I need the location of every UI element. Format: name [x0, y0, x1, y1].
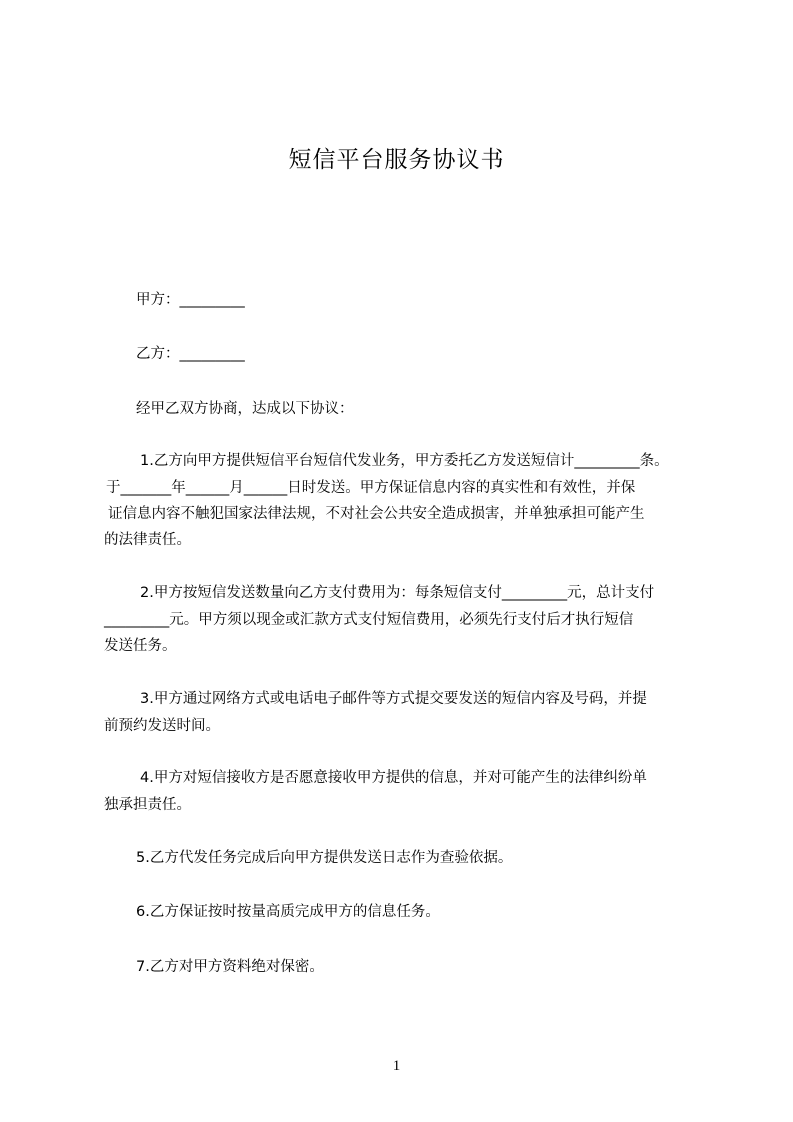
clause-5: 5.乙方代发任务完成后向甲方提供发送日志作为查验依据。: [136, 850, 513, 866]
clause-7: 7.乙方对甲方资料绝对保密。: [136, 959, 324, 975]
party-a-line: 甲方：_________: [136, 292, 245, 308]
clause-line: 证信息内容不触犯国家法律法规，不对社会公共安全造成损害，并单独承担可能产生: [108, 506, 645, 522]
clause-line: 2.甲方按短信发送数量向乙方支付费用为：每条短信支付_________元，总计支付: [140, 585, 655, 601]
clause-line: 的法律责任。: [104, 532, 191, 548]
document-title: 短信平台服务协议书: [288, 147, 505, 173]
page-number: 1: [392, 1058, 401, 1074]
clause-line: 前预约发送时间。: [104, 718, 220, 734]
clause-line: _________元。甲方须以现金或汇款方式支付短信费用，必须先行支付后才执行短信: [104, 612, 634, 628]
intro-text: 经甲乙双方协商，达成以下协议：: [136, 401, 354, 417]
clause-line: 3.甲方通过网络方式或电话电子邮件等方式提交要发送的短信内容及号码，并提: [140, 691, 647, 707]
clause-line: 1.乙方向甲方提供短信平台短信代发业务，甲方委托乙方发送短信计_________条。: [140, 453, 669, 469]
clause-line: 发送任务。: [104, 638, 177, 654]
clause-line: 于_______年______月______日时发送。甲方保证信息内容的真实性和有效性，并保: [106, 480, 636, 496]
clause-line: 4.甲方对短信接收方是否愿意接收甲方提供的信息，并对可能产生的法律纠纷单: [140, 770, 647, 786]
clause-line: 独承担责任。: [104, 797, 191, 813]
party-b-line: 乙方：_________: [136, 346, 245, 362]
clause-6: 6.乙方保证按时按量高质完成甲方的信息任务。: [136, 904, 440, 920]
